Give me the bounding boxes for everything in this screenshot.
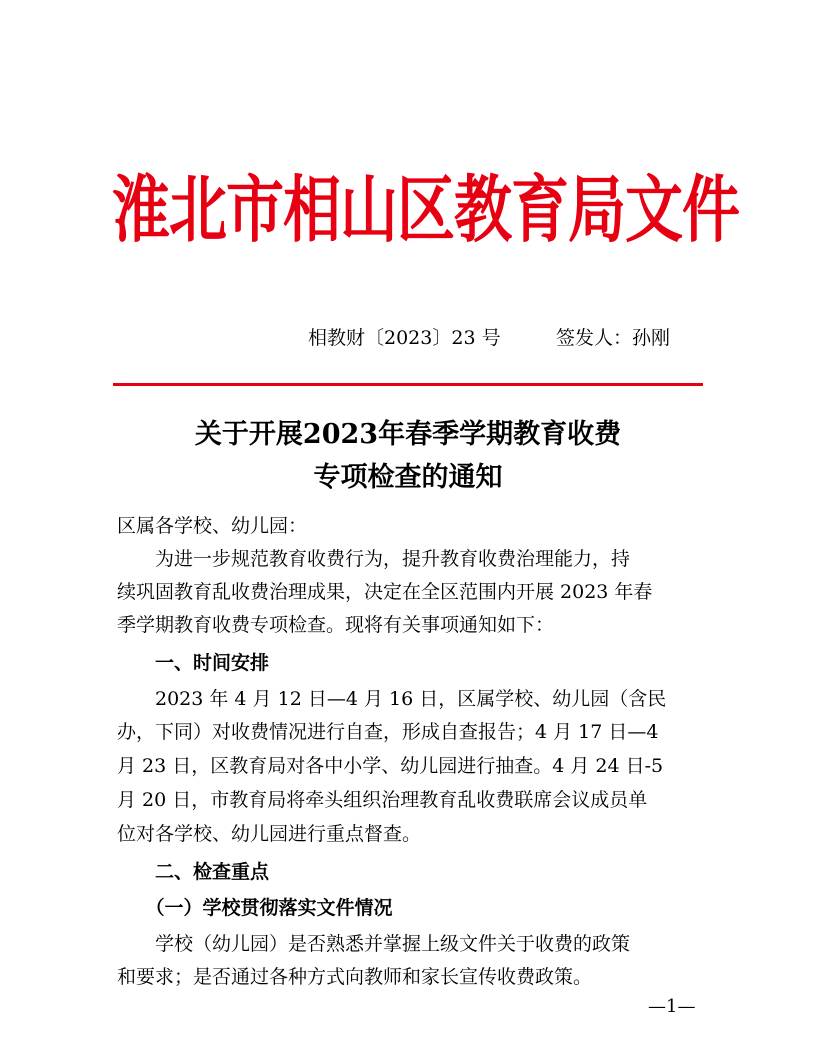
red-divider xyxy=(113,383,703,386)
section-heading-schedule: 一、时间安排 xyxy=(117,652,270,674)
intro-line: 续巩固教育乱收费治理成果，决定在全区范围内开展 2023 年春 xyxy=(117,581,653,603)
masthead-title: 淮北市相山区教育局文件 xyxy=(112,167,740,253)
subsection-line: 和要求；是否通过各种方式向教师和家长宣传收费政策。 xyxy=(117,966,593,988)
page-number: —1— xyxy=(648,996,696,1017)
schedule-line: 2023 年 4 月 12 日—4 月 16 日，区属学校、幼儿园（含民 xyxy=(117,688,667,710)
schedule-line: 月 20 日，市教育局将牵头组织治理教育乱收费联席会议成员单 xyxy=(117,789,648,811)
subsection-heading: （一）学校贯彻落实文件情况 xyxy=(117,897,393,919)
issuer: 签发人：孙刚 xyxy=(556,327,671,349)
schedule-line: 月 23 日，区教育局对各中小学、幼儿园进行抽查。4 月 24 日-5 xyxy=(117,755,664,777)
intro-line: 为进一步规范教育收费行为，提升教育收费治理能力，持 xyxy=(117,548,631,570)
schedule-line: 办，下同）对收费情况进行自查，形成自查报告；4 月 17 日—4 xyxy=(117,721,659,743)
subsection-line: 学校（幼儿园）是否熟悉并掌握上级文件关于收费的政策 xyxy=(117,933,631,955)
salutation: 区属各学校、幼儿园： xyxy=(117,515,308,537)
document-number: 相教财〔2023〕23 号 xyxy=(308,327,501,349)
notice-title-line-2: 专项检查的通知 xyxy=(313,462,503,493)
schedule-line: 位对各学校、幼儿园进行重点督查。 xyxy=(117,823,422,845)
intro-line: 季学期教育收费专项检查。现将有关事项通知如下： xyxy=(117,614,555,636)
section-heading-focus: 二、检查重点 xyxy=(117,861,270,883)
notice-title-line-1: 关于开展2023年春季学期教育收费 xyxy=(194,419,622,450)
